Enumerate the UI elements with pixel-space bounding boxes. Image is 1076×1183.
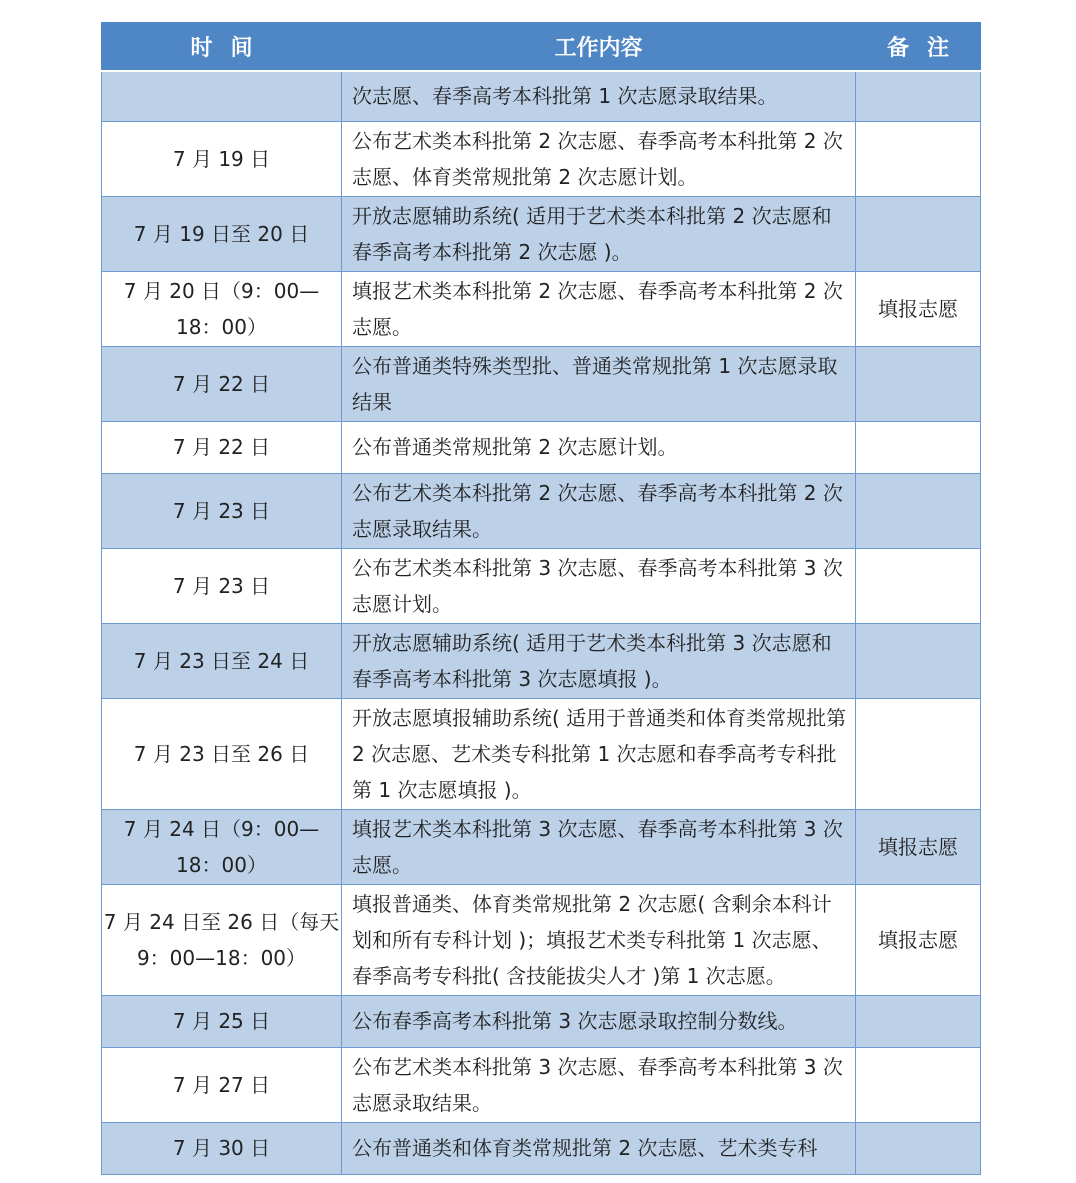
date-cell: 7 月 23 日 [102,548,342,623]
table-header [102,23,981,72]
date-cell: 7 月 22 日 [102,346,342,421]
table-row [102,473,981,548]
table-row [102,698,981,809]
date-cell: 7 月 20 日（9：00—18：00） [102,271,342,346]
date-cell: 7 月 19 日至 20 日 [102,196,342,271]
note-cell [856,1122,981,1174]
header-time: 时间 [102,23,342,72]
note-cell [856,698,981,809]
table-row [102,346,981,421]
note-cell: 填报志愿 [856,809,981,884]
note-cell [856,623,981,698]
table-row [102,884,981,995]
note-cell [856,121,981,196]
note-cell [856,421,981,473]
table-row [102,421,981,473]
content-cell: 次志愿、春季高考本科批第 1 次志愿录取结果。 [342,71,856,121]
table-row [102,1122,981,1174]
content-cell: 填报艺术类本科批第 3 次志愿、春季高考本科批第 3 次志愿。 [342,809,856,884]
content-cell: 公布普通类特殊类型批、普通类常规批第 1 次志愿录取结果 [342,346,856,421]
content-cell: 公布艺术类本科批第 2 次志愿、春季高考本科批第 2 次志愿录取结果。 [342,473,856,548]
date-cell: 7 月 23 日至 26 日 [102,698,342,809]
content-cell: 公布艺术类本科批第 3 次志愿、春季高考本科批第 3 次志愿录取结果。 [342,1047,856,1122]
note-cell [856,1047,981,1122]
date-cell: 7 月 23 日 [102,473,342,548]
note-cell [856,196,981,271]
date-cell: 7 月 23 日至 24 日 [102,623,342,698]
content-cell: 填报艺术类本科批第 2 次志愿、春季高考本科批第 2 次志愿。 [342,271,856,346]
note-cell [856,995,981,1047]
date-cell: 7 月 27 日 [102,1047,342,1122]
content-cell: 公布普通类和体育类常规批第 2 次志愿、艺术类专科 [342,1122,856,1174]
table-row [102,548,981,623]
content-cell: 填报普通类、体育类常规批第 2 次志愿( 含剩余本科计划和所有专科计划 )；填报艺术类专科批第 1 次志愿、春季高考专科批( 含技能拔尖人才 )第 1 次志愿。 [342,884,856,995]
table-row [102,271,981,346]
date-cell: 7 月 24 日（9：00—18：00） [102,809,342,884]
date-cell: 7 月 22 日 [102,421,342,473]
note-cell [856,71,981,121]
header-content: 工作内容 [342,23,856,72]
date-cell: 7 月 30 日 [102,1122,342,1174]
note-cell: 填报志愿 [856,884,981,995]
date-cell: 7 月 19 日 [102,121,342,196]
date-cell: 7 月 24 日至 26 日（每天 9：00—18：00） [102,884,342,995]
table-row [102,623,981,698]
content-cell: 公布普通类常规批第 2 次志愿计划。 [342,421,856,473]
note-cell: 填报志愿 [856,271,981,346]
date-cell: 7 月 25 日 [102,995,342,1047]
content-cell: 开放志愿辅助系统( 适用于艺术类本科批第 3 次志愿和春季高考本科批第 3 次志愿填报 )。 [342,623,856,698]
table-row [102,71,981,121]
table-row [102,196,981,271]
note-cell [856,548,981,623]
content-cell: 公布春季高考本科批第 3 次志愿录取控制分数线。 [342,995,856,1047]
note-cell [856,346,981,421]
table-row [102,121,981,196]
table-body [102,71,981,1174]
header-row [102,23,981,72]
content-cell: 公布艺术类本科批第 3 次志愿、春季高考本科批第 3 次志愿计划。 [342,548,856,623]
content-cell: 开放志愿填报辅助系统( 适用于普通类和体育类常规批第 2 次志愿、艺术类专科批第 1 次志愿和春季高考专科批第 1 次志愿填报 )。 [342,698,856,809]
table-row [102,995,981,1047]
table-row [102,809,981,884]
date-cell [102,71,342,121]
content-cell: 开放志愿辅助系统( 适用于艺术类本科批第 2 次志愿和春季高考本科批第 2 次志愿 )。 [342,196,856,271]
schedule-table [101,22,981,1175]
content-cell: 公布艺术类本科批第 2 次志愿、春季高考本科批第 2 次志愿、体育类常规批第 2 次志愿计划。 [342,121,856,196]
note-cell [856,473,981,548]
header-note: 备注 [856,23,981,72]
table-row [102,1047,981,1122]
